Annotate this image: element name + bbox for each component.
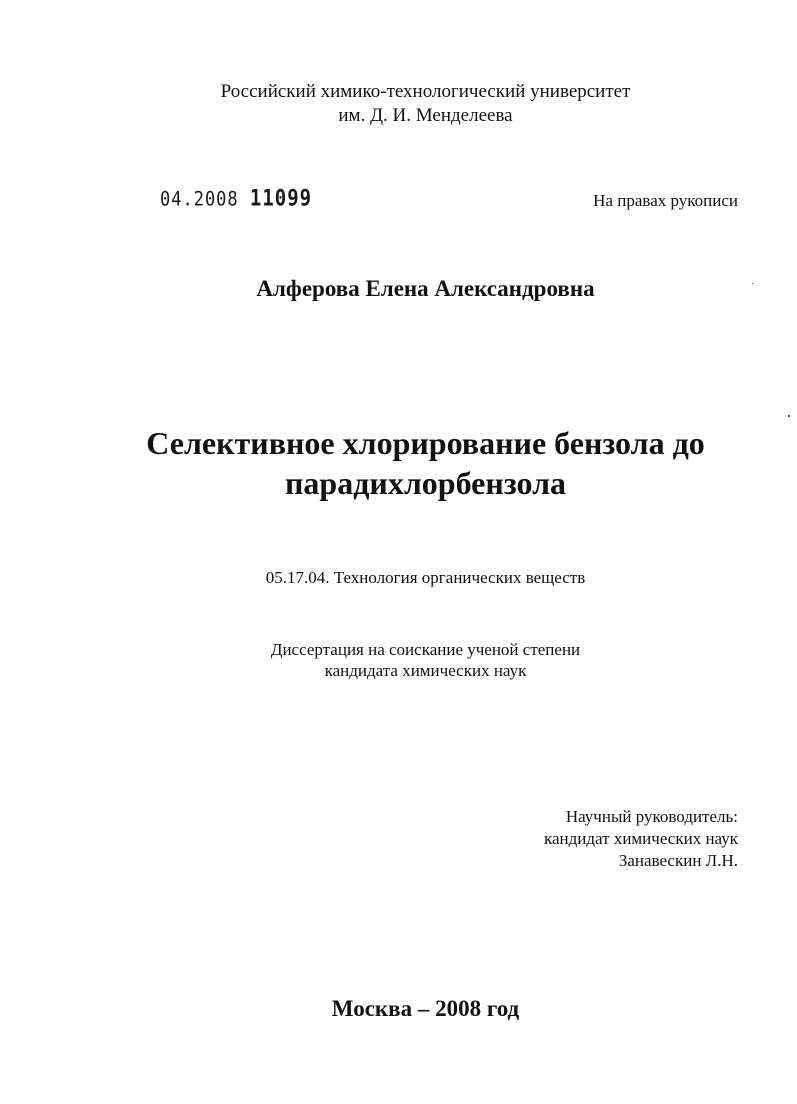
dissertation-degree-line-2: кандидата химических наук	[324, 661, 527, 680]
author-name: Алферова Елена Александровна	[256, 276, 595, 301]
thesis-title-line-1: Селективное хлорирование бензола до	[146, 425, 705, 461]
archive-stamp	[160, 186, 312, 211]
dissertation-degree-line-1: Диссертация на соискание ученой степени	[270, 640, 581, 659]
rights-note: На правах рукописи	[593, 191, 738, 210]
scan-speck	[788, 415, 790, 417]
city-year: Москва – 2008 год	[331, 996, 520, 1021]
supervisor-degree: кандидат химических наук	[544, 829, 738, 848]
supervisor-name: Занавескин Л.Н.	[618, 851, 738, 870]
university-named-after: им. Д. И. Менделеева	[338, 105, 513, 126]
supervisor-label: Научный руководитель:	[565, 807, 738, 826]
specialty-code: 05.17.04. Технология органических веществ	[265, 568, 586, 587]
stamp-number: 11099	[249, 186, 313, 212]
thesis-title-line-2: парадихлорбензола	[284, 465, 567, 501]
stamp-date: 04.2008	[160, 188, 239, 212]
university-name: Российский химико-технологический университет	[220, 81, 631, 102]
scan-speck	[752, 283, 753, 284]
